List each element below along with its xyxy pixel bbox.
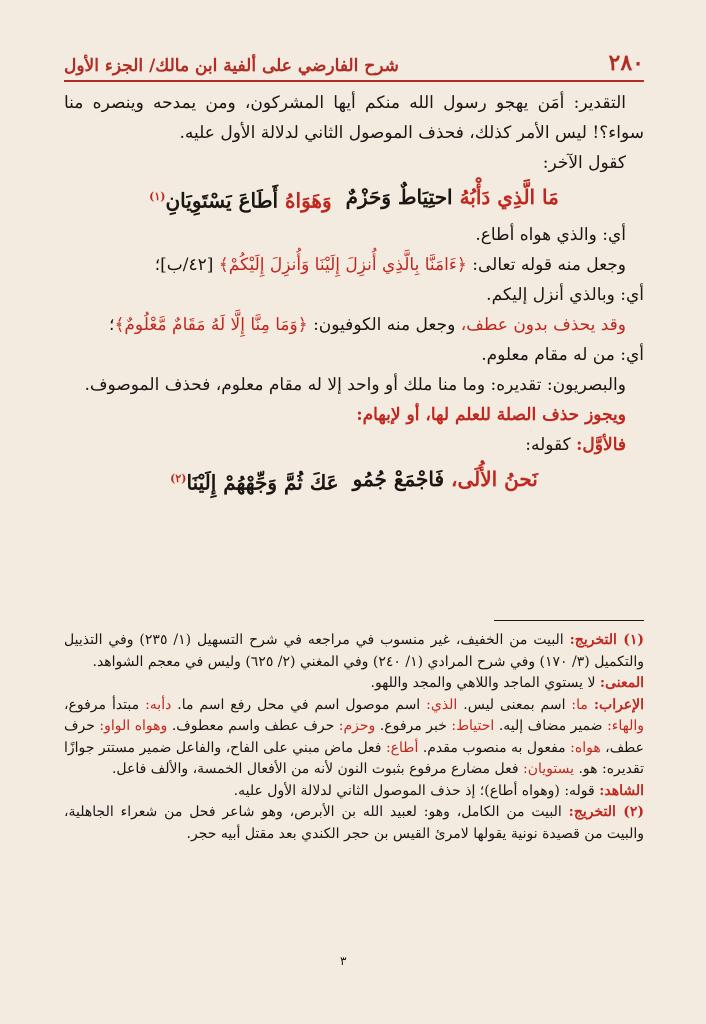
folio-reference: [٤٢/ب]؛ xyxy=(154,254,214,275)
paragraph-quran-2 xyxy=(64,310,644,340)
red-phrase-hadhf: وقد يحذف بدون عطف، xyxy=(460,314,626,335)
footnote-2-label: (٢) التخريج: xyxy=(568,804,644,820)
verse-1-black-part-2: أَطَاعَ يَسْتَوِيَانِ xyxy=(165,188,279,213)
running-title: شرح الفارضي على ألفية ابن مالك/ الجزء الأول xyxy=(64,56,399,76)
page-number: ٢٨٠ xyxy=(608,50,644,76)
paragraph-kaqawl: كقول الآخر: xyxy=(542,153,626,173)
verse-1-black-part: احتِيَاطٌ وَحَزْمٌ xyxy=(345,185,453,209)
verse-1-second-hemistich xyxy=(149,182,332,216)
footnote-1-text: البيت من الخفيف، غير منسوب في مراجعه في شرح التسهيل (١/ ٢٣٥) وفي التذييل والتكميل (٣/ ١٧٠) وفي شرح المرادي (١/ ٢٤٠) وفي المغني (٢/ ٦٢٥) وليس في معجم الشواهد. xyxy=(64,632,644,670)
paragraph-basriyyun: والبصريون: تقديره: وما منا ملك أو واحد إلا له مقام معلوم، فحذف الموصوف. xyxy=(84,374,626,395)
irab-term: دأبه: xyxy=(145,696,172,713)
footnote-meaning xyxy=(64,673,644,695)
irab-term: أطاع: xyxy=(385,739,419,756)
verse-1-first-hemistich xyxy=(346,182,559,216)
paragraph-quran-1 xyxy=(64,250,644,280)
footnotes xyxy=(64,630,644,845)
quran-1-intro: وجعل منه قوله تعالى: xyxy=(472,254,626,275)
irab-term: وهواه xyxy=(134,718,168,734)
verse-2-first-hemistich xyxy=(353,464,538,498)
irab-text: حرف عطف، xyxy=(64,718,645,756)
al-awwal-label: فالأوَّل: xyxy=(576,434,626,455)
quran-verse-2: ﴿وَمَا مِنَّا إِلَّا لَهُ مَقَامٌ مَّعْلُومٌ﴾ xyxy=(114,314,308,335)
irab-term: والهاء: xyxy=(607,718,644,734)
paragraph-ay-1: أي: والذي هواه أطاع. xyxy=(475,224,626,245)
irab-text: حرف عطف واسم معطوف. xyxy=(171,718,335,734)
header-rule xyxy=(64,80,644,82)
footnote-ref-1: (١) xyxy=(149,190,166,203)
irab-term: الذي: xyxy=(426,696,458,713)
irab-text: خبر مرفوع. xyxy=(379,718,447,734)
main-text xyxy=(64,88,644,501)
verse-2-black-part-2: عَكَ ثُمَّ وَجِّهْهُمْ إِلَيْنَا xyxy=(186,470,339,495)
quran-verse-1: ﴿ءَامَنَّا بِالَّذِي أُنزِلَ إِلَيْنَا وَأُنزِلَ إِلَيْكُمْ﴾ xyxy=(218,254,467,275)
paragraph-ay-3: أي: من له مقام معلوم. xyxy=(481,344,644,365)
irab-text: اسم بمعنى ليس. xyxy=(463,696,566,713)
irab-label: الإعراب: xyxy=(593,696,645,713)
irab-term: وحزم: xyxy=(338,718,376,734)
footnote-1 xyxy=(64,630,644,673)
irab-text: فعل مضارع مرفوع بثبوت النون لأنه من الأفعال الخمسة، والألف فاعل. xyxy=(111,761,519,777)
kaqawlihi: كقوله: xyxy=(525,434,571,455)
irab-term: ما: xyxy=(571,696,588,713)
meaning-label: المعنى: xyxy=(599,675,644,691)
irab-text: مفعول به منصوب مقدم. xyxy=(422,739,566,756)
shahid-text: قوله: (وهواه أطاع)؛ إذ حذف الموصول الثاني لدلالة الأول عليه. xyxy=(233,782,595,799)
signature-mark: ٣ xyxy=(340,954,347,968)
footnote-rule xyxy=(494,620,644,621)
verse-1-red-part-2: وَهَوَاهُ xyxy=(285,188,332,213)
irab-term: هواه: xyxy=(570,739,601,756)
paragraph-al-awwal xyxy=(64,430,644,460)
page-header xyxy=(64,42,644,76)
paragraph-ay-2: أي: وبالذي أنزل إليكم. xyxy=(486,284,644,305)
irab-text: فعل ماض مبني على الفاح، والفاعل ضمير مستتر جوازًا تقديره: هو. xyxy=(64,739,644,777)
irab-term: يستويان: xyxy=(523,761,575,777)
verse-2 xyxy=(64,464,644,498)
footnote-ref-2: (٢) xyxy=(170,471,187,485)
quran-2-intro: وجعل منه الكوفيون: xyxy=(313,314,456,335)
irab-text: اسم موصول اسم في محل رفع اسم ما. xyxy=(177,696,421,713)
irab-text: مبتدأ مرفوع، xyxy=(64,696,140,713)
meaning-text: لا يستوي الماجد واللاهي والمجد واللهو. xyxy=(370,675,596,691)
footnote-shahid xyxy=(64,781,644,803)
irab-term: احتياط: xyxy=(451,718,495,734)
footnote-2-text: البيت من الكامل، وهو: لعبيد الله بن الأبرص، وهو شاعر فحل من شعراء الجاهلية، والبيت من قصيدة نونية يقولها لامرئ القيس بن حجر الكندي بعد مقتل أبيه حجر. xyxy=(64,804,644,842)
verse-1-red-part: مَا الَّذِي دَأْبُهُ xyxy=(459,185,559,209)
verse-2-red-part: نَحنُ الأُلَى، xyxy=(451,466,538,491)
paragraph-taqdir: التقدير: أمَن يهجو رسول الله منكم أيها المشركون، ومن يمدحه وينصره منا سواء؟! ليس الأمر كذلك، فحذف الموصول الثاني لدلالة الأول عليه. xyxy=(64,93,644,143)
irab-text: ضمير مضاف إليه. xyxy=(498,718,603,734)
paragraph-hadhf-sila: ويجوز حذف الصلة للعلم لها، أو لإبهام: xyxy=(356,404,626,425)
verse-2-second-hemistich xyxy=(170,464,339,498)
verse-2-black-part: فَاجْمَعْ جُمُو xyxy=(352,466,445,491)
footnote-irab xyxy=(64,695,644,781)
verse-1 xyxy=(64,182,644,216)
footnote-1-label: (١) التخريج: xyxy=(569,632,645,648)
footnote-2 xyxy=(64,802,644,845)
quran-2-punct: ؛ xyxy=(109,314,115,335)
irab-term: الواو: xyxy=(99,718,131,734)
shahid-label: الشاهد: xyxy=(599,782,644,799)
